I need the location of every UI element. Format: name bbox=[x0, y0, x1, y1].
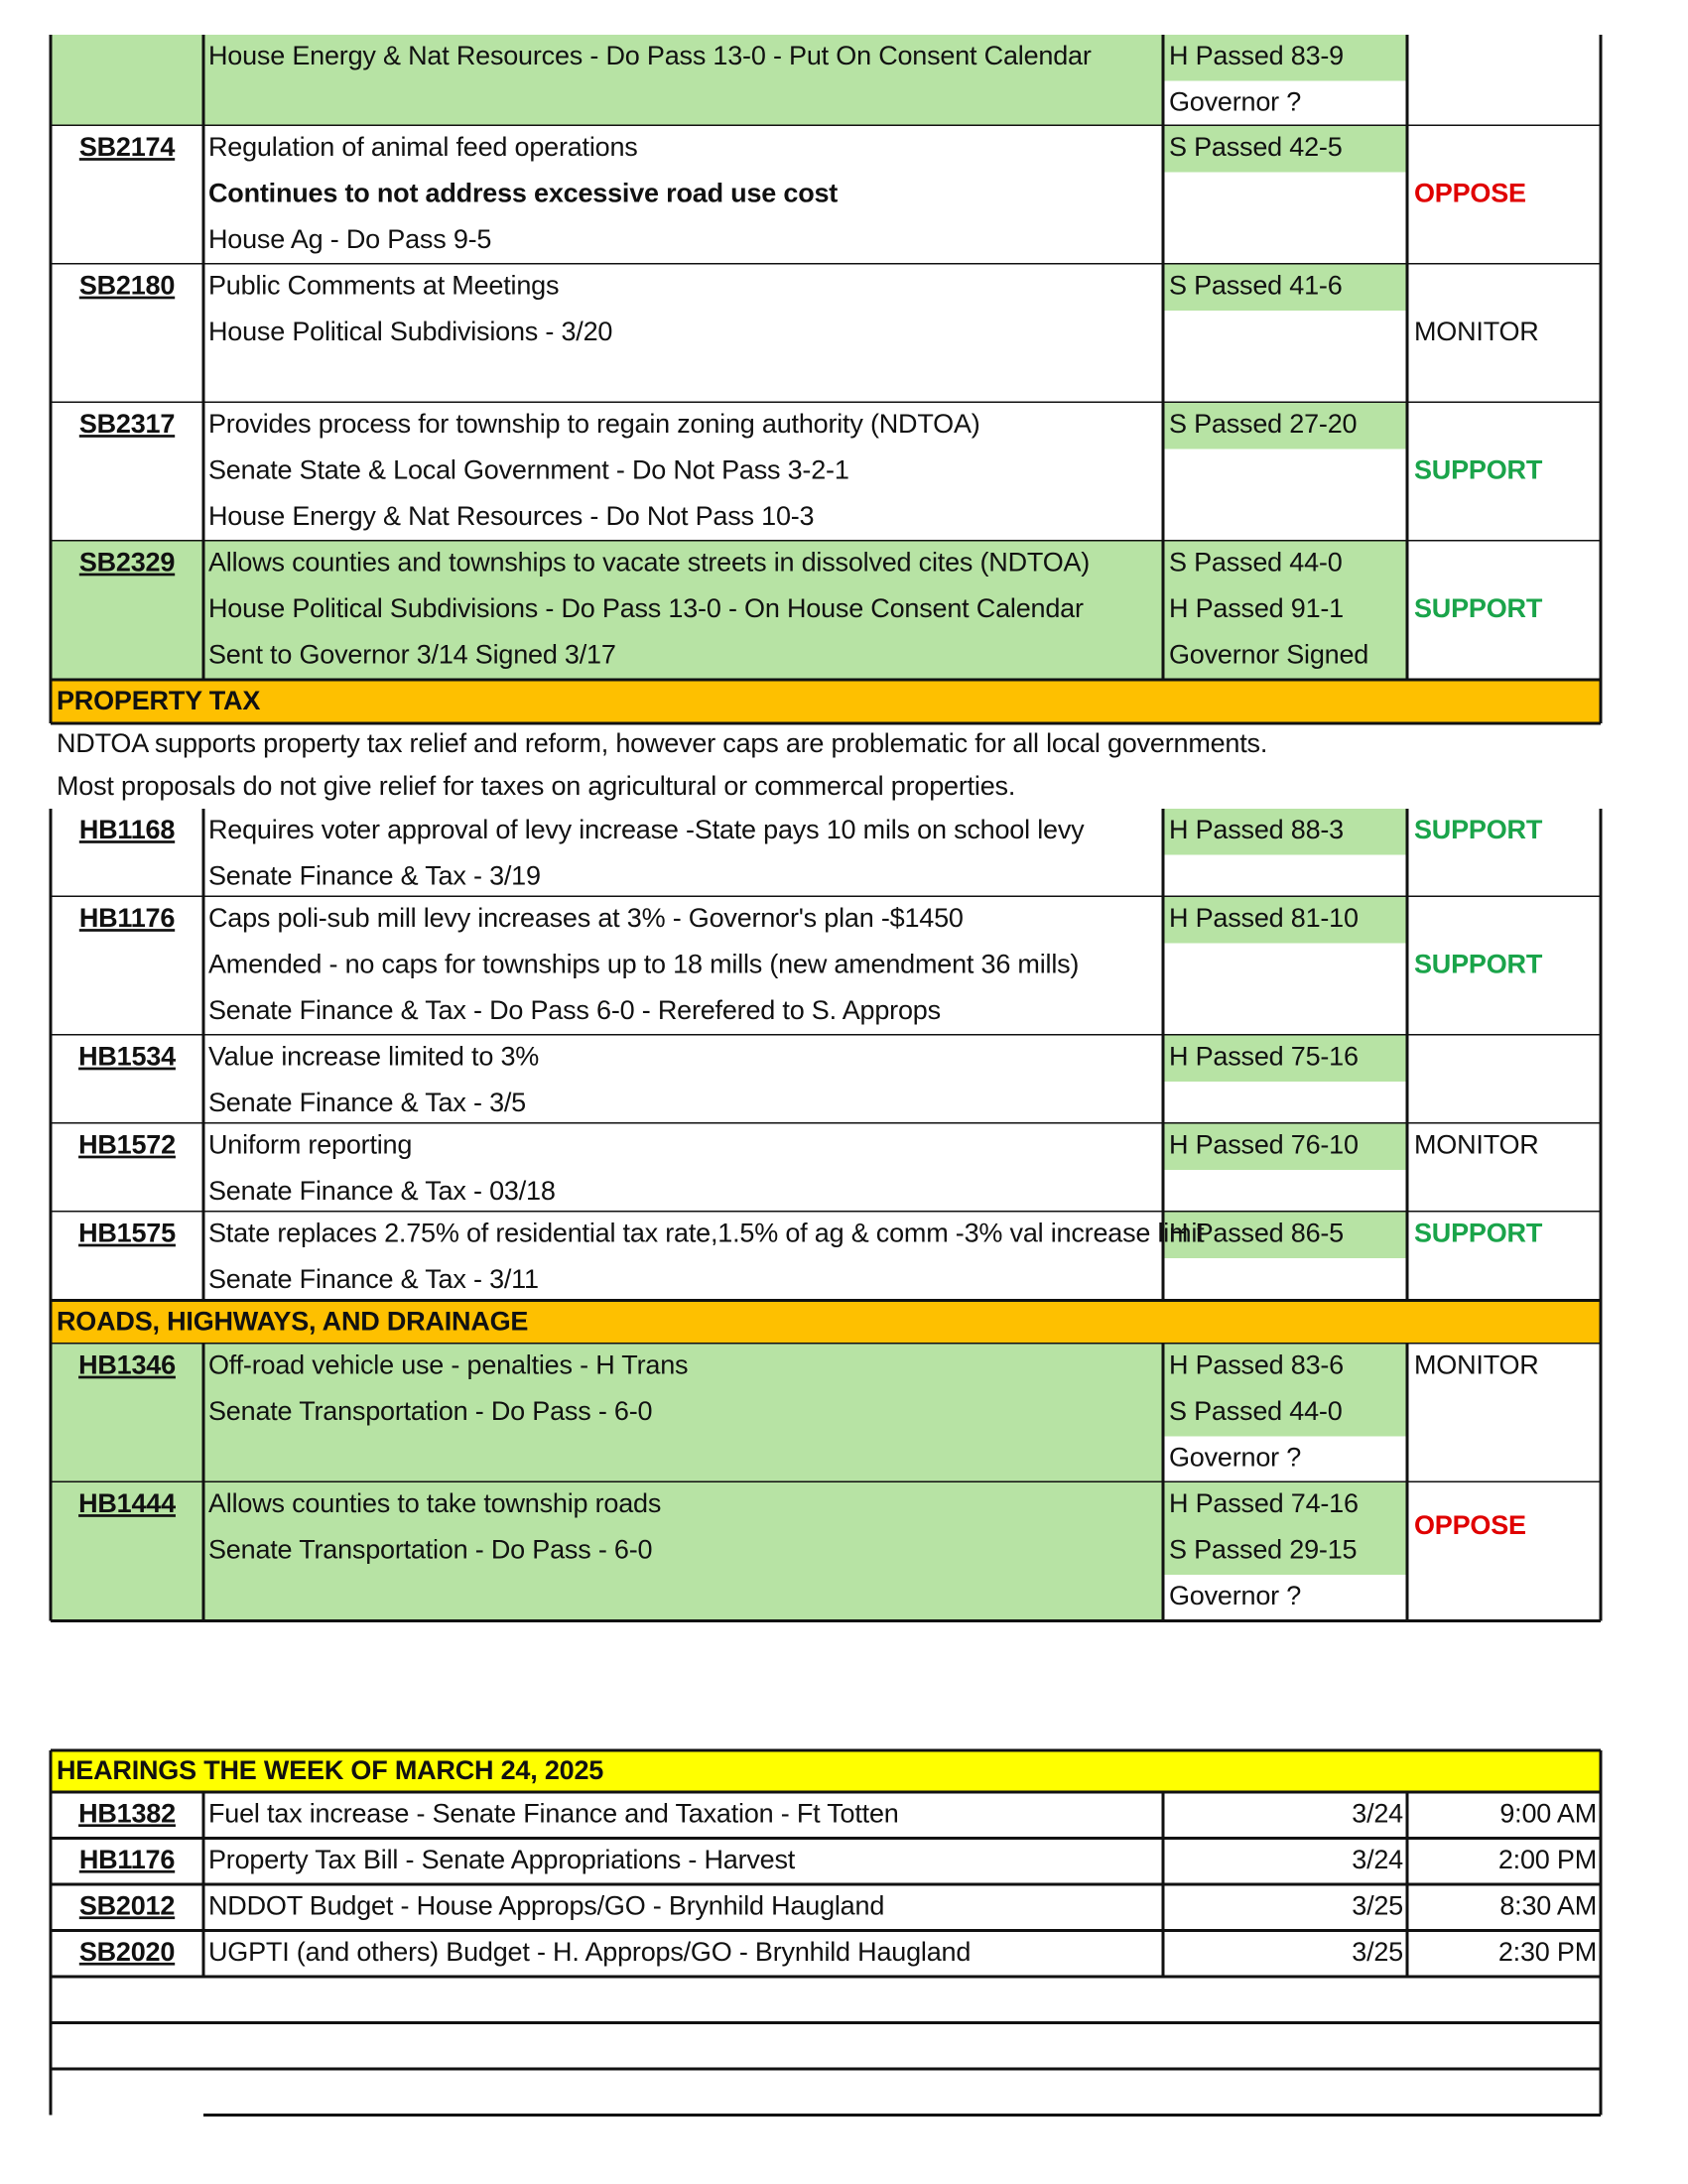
bill-description-line: House Political Subdivisions - Do Pass 13-0 - On House Consent Calendar bbox=[208, 593, 1084, 624]
bill-status: S Passed 44-0 bbox=[1169, 1396, 1343, 1427]
hearing-date: 3/24 bbox=[1352, 1798, 1403, 1829]
position-badge: SUPPORT bbox=[1414, 949, 1543, 979]
bill-description-line: Senate Finance & Tax - Do Pass 6-0 - Rerefered to S. Approps bbox=[208, 995, 941, 1026]
hearing-description: UGPTI (and others) Budget - H. Approps/GO - Brynhild Haugland bbox=[208, 1936, 972, 1967]
bill-status: H Passed 76-10 bbox=[1169, 1129, 1359, 1160]
bill-status: H Passed 83-9 bbox=[1169, 41, 1344, 71]
bill-status: S Passed 41-6 bbox=[1169, 270, 1343, 301]
bill-number-link[interactable]: HB1176 bbox=[78, 903, 176, 934]
bill-status: H Passed 83-6 bbox=[1169, 1349, 1344, 1380]
position-badge: SUPPORT bbox=[1414, 593, 1543, 624]
bill-description-line: Continues to not address excessive road use cost bbox=[208, 178, 839, 208]
bill-description-line: Senate Finance & Tax - 3/5 bbox=[208, 1088, 526, 1118]
bill-status: Governor ? bbox=[1169, 86, 1302, 117]
hearing-date: 3/25 bbox=[1352, 1890, 1403, 1921]
bill-status: H Passed 81-10 bbox=[1169, 903, 1359, 934]
bill-description-line: Senate Finance & Tax - 03/18 bbox=[208, 1176, 556, 1207]
bill-description-line: Senate Transportation - Do Pass - 6-0 bbox=[208, 1396, 653, 1427]
position-badge: SUPPORT bbox=[1414, 454, 1543, 485]
bill-status: H Passed 86-5 bbox=[1169, 1218, 1344, 1248]
property-tax-note-line: NDTOA supports property tax relief and reform, however caps are problematic for all local governments. bbox=[57, 728, 1268, 759]
bill-status: S Passed 29-15 bbox=[1169, 1534, 1358, 1565]
hearing-time: 8:30 AM bbox=[1499, 1890, 1597, 1921]
bill-number-link[interactable]: HB1346 bbox=[78, 1349, 176, 1380]
bill-number-link[interactable]: HB1572 bbox=[78, 1129, 176, 1160]
bill-status: H Passed 74-16 bbox=[1169, 1488, 1359, 1519]
position-badge: SUPPORT bbox=[1414, 1218, 1543, 1248]
bill-number-link[interactable]: HB1534 bbox=[78, 1041, 176, 1072]
bill-description-line: Senate Finance & Tax - 3/11 bbox=[208, 1264, 539, 1295]
bill-status: S Passed 44-0 bbox=[1169, 547, 1343, 578]
bill-status: H Passed 75-16 bbox=[1169, 1041, 1359, 1072]
bill-number-link[interactable]: SB2317 bbox=[78, 409, 176, 440]
hearing-description: Property Tax Bill - Senate Appropriations - Harvest bbox=[208, 1844, 796, 1874]
hearing-time: 2:30 PM bbox=[1497, 1936, 1597, 1967]
section-title: PROPERTY TAX bbox=[57, 686, 261, 716]
hearings-title: HEARINGS THE WEEK OF MARCH 24, 2025 bbox=[57, 1755, 604, 1786]
hearing-bill-link[interactable]: SB2012 bbox=[78, 1890, 176, 1921]
bill-number-link[interactable]: SB2174 bbox=[78, 132, 176, 163]
bill-number-link[interactable]: HB1575 bbox=[78, 1218, 176, 1248]
hearing-description: Fuel tax increase - Senate Finance and Taxation - Ft Totten bbox=[208, 1798, 899, 1829]
position-badge: OPPOSE bbox=[1414, 178, 1526, 208]
section-title: ROADS, HIGHWAYS, AND DRAINAGE bbox=[57, 1306, 529, 1337]
hearing-description: NDDOT Budget - House Approps/GO - Brynhild Haugland bbox=[208, 1890, 885, 1921]
bill-description-line: Provides process for township to regain zoning authority (NDTOA) bbox=[208, 409, 980, 440]
bill-description-line: House Energy & Nat Resources - Do Not Pass 10-3 bbox=[208, 501, 815, 532]
bill-description-line: Value increase limited to 3% bbox=[208, 1041, 540, 1072]
position-cell-bg bbox=[1407, 1036, 1601, 1124]
bill-number-link[interactable]: HB1444 bbox=[78, 1488, 176, 1519]
bill-status: S Passed 42-5 bbox=[1169, 132, 1343, 163]
bill-description-line: House Political Subdivisions - 3/20 bbox=[208, 317, 613, 347]
position-badge: OPPOSE bbox=[1414, 1510, 1526, 1541]
position-badge: MONITOR bbox=[1414, 317, 1539, 347]
hearing-bill-link[interactable]: SB2020 bbox=[78, 1936, 176, 1967]
hearing-time: 9:00 AM bbox=[1499, 1798, 1597, 1829]
bill-number-link[interactable]: HB1168 bbox=[78, 815, 176, 845]
bill-description-line: Amended - no caps for townships up to 18 mills (new amendment 36 mills) bbox=[208, 949, 1080, 979]
bill-number-link[interactable]: SB2180 bbox=[78, 270, 176, 301]
position-badge: MONITOR bbox=[1414, 1349, 1539, 1380]
bill-description-line: Senate Finance & Tax - 3/19 bbox=[208, 860, 541, 891]
hearing-date: 3/24 bbox=[1352, 1844, 1403, 1874]
bill-description-line: House Energy & Nat Resources - Do Pass 13-0 - Put On Consent Calendar bbox=[208, 41, 1092, 71]
hearing-date: 3/25 bbox=[1352, 1936, 1403, 1967]
bill-description-line: State replaces 2.75% of residential tax rate,1.5% of ag & comm -3% val increase limit bbox=[208, 1218, 1205, 1248]
bill-status: Governor Signed bbox=[1169, 639, 1369, 670]
position-badge: MONITOR bbox=[1414, 1129, 1539, 1160]
hearing-bill-link[interactable]: HB1176 bbox=[78, 1844, 176, 1874]
bill-status: H Passed 91-1 bbox=[1169, 593, 1344, 624]
bill-description-line: Allows counties to take township roads bbox=[208, 1488, 662, 1519]
bill-description-line: Caps poli-sub mill levy increases at 3% - Governor's plan -$1450 bbox=[208, 903, 964, 934]
bill-status: H Passed 88-3 bbox=[1169, 815, 1344, 845]
bill-description-line: House Ag - Do Pass 9-5 bbox=[208, 224, 492, 255]
bill-description-line: Senate State & Local Government - Do Not Pass 3-2-1 bbox=[208, 454, 849, 485]
bill-status: Governor ? bbox=[1169, 1442, 1302, 1473]
bill-description-line: Allows counties and townships to vacate streets in dissolved cites (NDTOA) bbox=[208, 547, 1091, 578]
bill-description-line: Requires voter approval of levy increase -State pays 10 mils on school levy bbox=[208, 815, 1085, 845]
bill-description-line: Public Comments at Meetings bbox=[208, 270, 560, 301]
bill-description-line: Senate Transportation - Do Pass - 6-0 bbox=[208, 1534, 653, 1565]
property-tax-note-line: Most proposals do not give relief for taxes on agricultural or commercal properties. bbox=[57, 771, 1016, 802]
bill-description-line: Regulation of animal feed operations bbox=[208, 132, 638, 163]
position-cell-bg bbox=[1407, 1482, 1601, 1621]
bill-status: Governor ? bbox=[1169, 1581, 1302, 1611]
bill-number-link[interactable]: SB2329 bbox=[78, 547, 176, 578]
bill-status: S Passed 27-20 bbox=[1169, 409, 1358, 440]
bill-description-line: Uniform reporting bbox=[208, 1129, 413, 1160]
position-cell-bg bbox=[1407, 35, 1601, 126]
bill-description-line: Sent to Governor 3/14 Signed 3/17 bbox=[208, 639, 616, 670]
hearing-bill-link[interactable]: HB1382 bbox=[78, 1798, 176, 1829]
position-badge: SUPPORT bbox=[1414, 815, 1543, 845]
bill-description-line: Off-road vehicle use - penalties - H Trans bbox=[208, 1349, 689, 1380]
section-band bbox=[51, 680, 1601, 723]
hearing-time: 2:00 PM bbox=[1497, 1844, 1597, 1874]
